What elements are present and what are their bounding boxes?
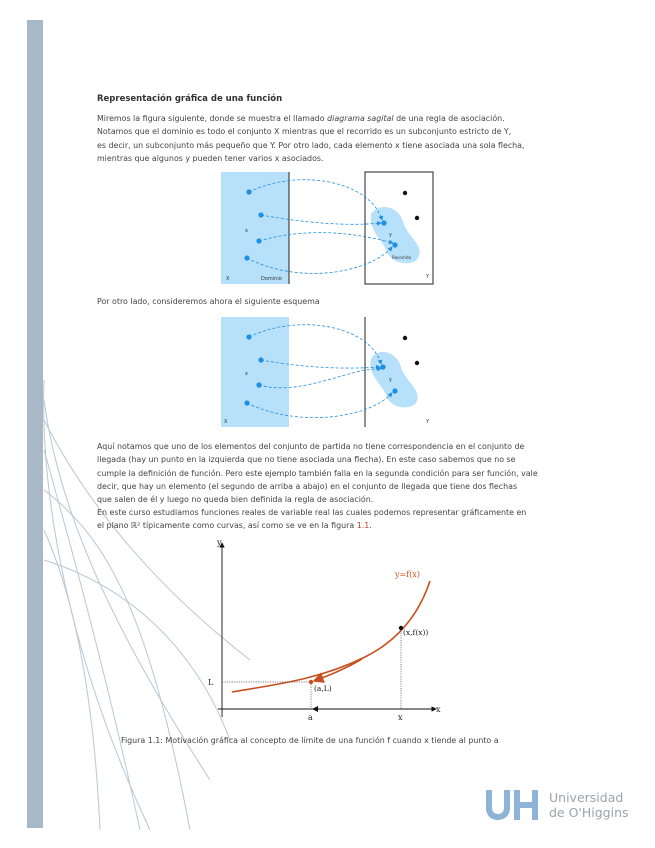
function-curve: [232, 581, 430, 692]
p4-line2-b: .: [369, 521, 372, 531]
p3-line1: Aquí notamos que uno de los elementos del conjunto de partida no tiene correspondencia en el conjunto de: [97, 442, 525, 451]
domain-set: [221, 172, 289, 284]
label-range: Recorrido: [392, 255, 412, 260]
range-blob: [370, 352, 417, 407]
p3-line3: cumple la definición de función. Pero este ejemplo también falla en la segunda condición para ser función, vale: [97, 468, 538, 478]
axis-x-label: x: [436, 705, 441, 714]
university-name: [549, 790, 629, 820]
p1-line3: es decir, un subconjunto más pequeño que Y. Por otro lado, cada elemento x tiene asociada una sola flecha,: [97, 140, 525, 150]
p3-line2: llegada (hay un punto en la izquierda que no tiene asociada una flecha). En este caso sabemos que no se: [97, 455, 516, 465]
range-point: [380, 364, 385, 369]
university-logo-icon: [484, 788, 544, 822]
p3-line4: decir, que hay un elemento (el segundo de arriba a abajo) en el conjunto de llegada que tiene dos flechas: [97, 481, 518, 491]
university-name-line2: de O'Higgins: [549, 805, 629, 820]
p1-line4: mientras que algunos y pueden tener varios x asociados.: [97, 153, 324, 163]
label-domain: Dominio: [261, 276, 282, 282]
curve-label: y=f(x): [395, 570, 420, 579]
sagittal-diagram-1: [221, 172, 435, 286]
paragraph-1: [97, 112, 557, 165]
label-set-x: X: [226, 276, 230, 282]
codomain-point: [415, 361, 419, 365]
range-point: [392, 242, 397, 247]
paragraph-2: Por otro lado, consideremos ahora el siguiente esquema: [97, 297, 320, 306]
range-point: [381, 220, 386, 225]
label-set-x: X: [224, 419, 228, 425]
university-name-line1: Universidad: [549, 790, 624, 805]
paragraph-4: [97, 506, 557, 533]
limit-point-label: (a,L): [314, 684, 332, 693]
codomain-point: [415, 216, 419, 220]
label-small-y: y: [389, 232, 392, 238]
label-set-y: Y: [426, 419, 430, 425]
codomain-point: [403, 191, 407, 195]
label-set-y: Y: [426, 274, 430, 280]
codomain-point: [403, 336, 407, 340]
axis-y-label: y: [217, 538, 222, 547]
p1-line2: Notamos que el dominio es todo el conjunto X mientras que el recorrido es un subconjunto estricto de Y,: [97, 127, 512, 137]
approach-arrow: [314, 659, 362, 681]
label-small-y: y: [389, 377, 392, 383]
tick-label-L: L: [208, 678, 214, 687]
p3-line5: que salen de él y luego no queda bien definida la regla de asociación.: [97, 495, 374, 505]
sagittal-diagram-2: [221, 317, 435, 429]
limit-point: [309, 680, 313, 684]
p4-line1: En este curso estudiamos funciones reales de variable real las cuales podemos representar gráficamente en: [97, 508, 527, 517]
paragraph-3: [97, 440, 557, 506]
tick-label-a: a: [308, 713, 313, 722]
p1-line1-b: de una regla de asociación.: [393, 114, 505, 123]
label-small-x: x: [245, 228, 248, 234]
figure-reference-link[interactable]: 1.1: [356, 521, 370, 531]
p1-emphasis: diagrama sagital: [327, 114, 394, 123]
limit-figure: [200, 537, 450, 723]
domain-set: [221, 317, 289, 427]
p1-line1-a: Miremos la figura siguiente, donde se muestra el llamado: [97, 114, 328, 123]
label-small-x: x: [245, 371, 248, 377]
range-point: [392, 388, 397, 393]
figure-caption: Figura 1.1: Motivación gráfica al concepto de límite de una función f cuando x tiende al punto a: [121, 736, 499, 745]
section-heading: Representación gráfica de una función: [97, 94, 283, 104]
p4-line2-a: el plano ℝ² típicamente como curvas, así como se ve en la figura: [97, 521, 357, 531]
tick-label-x: x: [398, 713, 403, 722]
point-label: (x,f(x)): [403, 628, 429, 637]
